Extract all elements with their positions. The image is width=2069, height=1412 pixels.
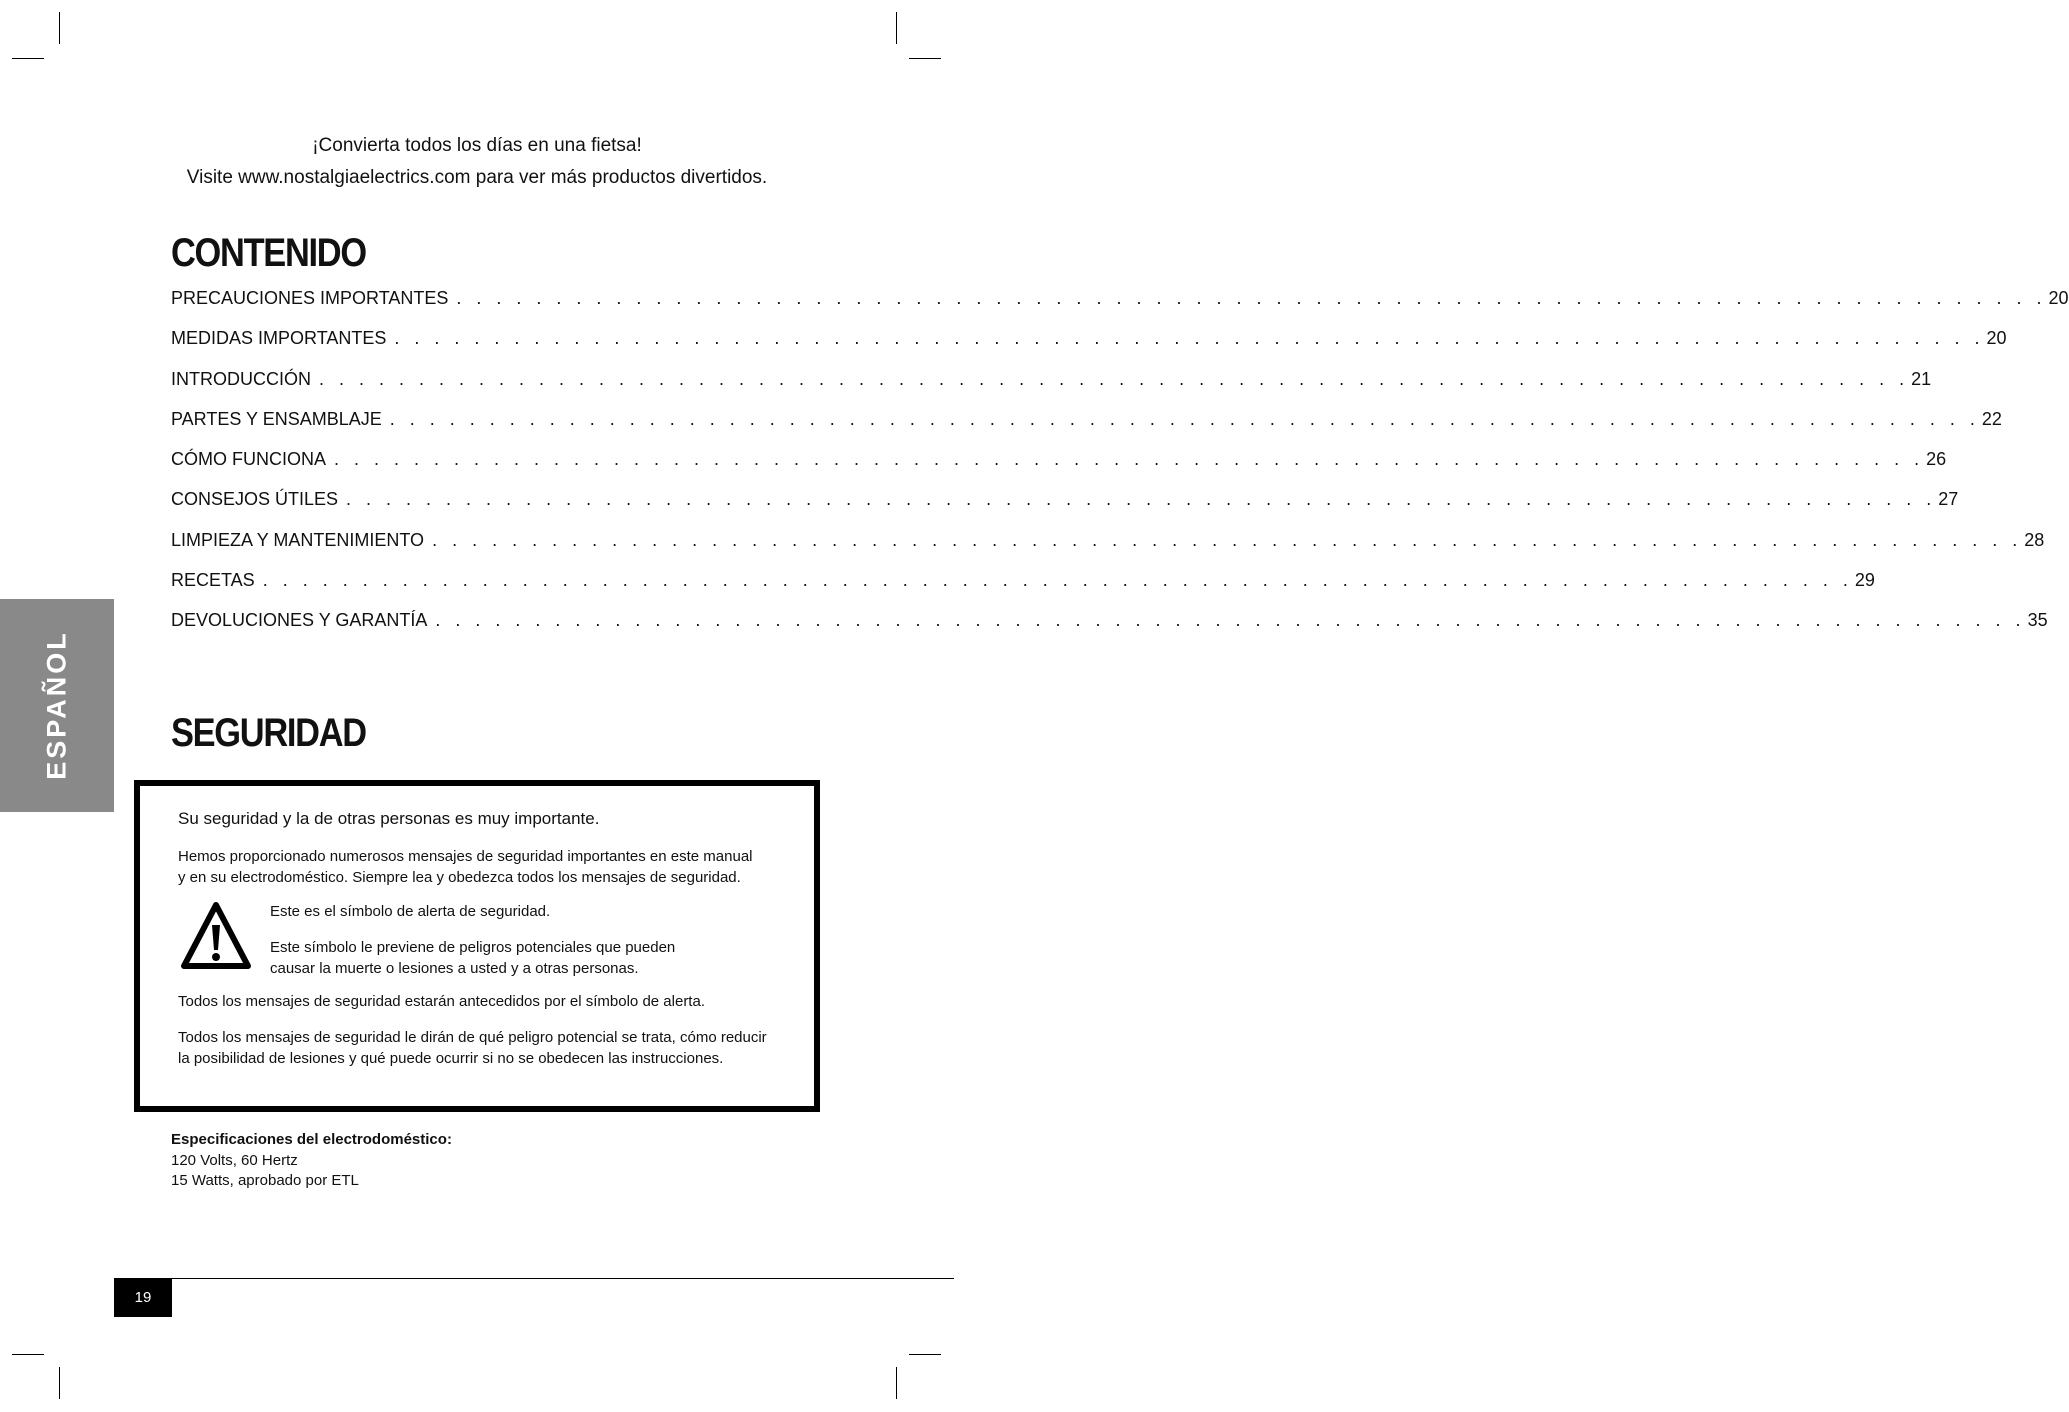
- crop-mark: [59, 1367, 60, 1399]
- preceded-line: Todos los mensajes de seguridad estarán antecedidos por el símbolo de alerta.: [178, 993, 705, 1010]
- toc-item: [171, 444, 1947, 484]
- toc-item-label: CÓMO FUNCIONA: [171, 449, 326, 470]
- safety-notice-box: [134, 780, 820, 1112]
- crop-mark: [909, 1354, 941, 1355]
- toc-item: [171, 565, 1875, 605]
- language-side-tab: [0, 599, 114, 812]
- toc-item-label: RECETAS: [171, 570, 255, 591]
- tagline-line-2: Visite www.nostalgiaelectrics.com para ver más productos divertidos.: [186, 167, 768, 188]
- page-number: 19: [114, 1278, 172, 1317]
- contents-title: CONTENIDO: [171, 231, 366, 275]
- appliance-specs: [171, 1130, 452, 1192]
- toc-item-label: MEDIDAS IMPORTANTES: [171, 328, 387, 349]
- tagline-line-1: ¡Convierta todos los días en una fietsa!: [312, 135, 642, 156]
- side-tab-label: ESPAÑOL: [41, 630, 72, 780]
- toc-item-label: CONSEJOS ÚTILES: [171, 489, 339, 510]
- tell-line: la posibilidad de lesiones y qué puede ocurrir si no se obedecen las instrucciones.: [178, 1050, 724, 1067]
- toc-item-page: 29: [1854, 570, 1875, 591]
- safety-lead: Su seguridad y la de otras personas es muy importante.: [178, 809, 600, 828]
- safety-title: SEGURIDAD: [171, 711, 366, 755]
- toc-item-label: LIMPIEZA Y MANTENIMIENTO: [171, 529, 425, 550]
- toc-item-page: 28: [2024, 529, 2045, 550]
- toc-item-page: 26: [1926, 449, 1947, 470]
- toc-leader-dots: . . . . . . . . . . . . . . . . . . . . . . . . . . . . . . . . . . . . . . . . . . . . . . . . . . . . . . . . . . . . . . . . . . . . . . . . . . . . . . . .: [346, 489, 1937, 510]
- symbol-line: Este es el símbolo de alerta de seguridad.: [270, 903, 551, 920]
- warning-line: causar la muerte o lesiones a usted y a otras personas.: [270, 960, 639, 977]
- toc-leader-dots: . . . . . . . . . . . . . . . . . . . . . . . . . . . . . . . . . . . . . . . . . . . . . . . . . . . . . . . . . . . . . . . . . . . . . . . . . . . . . . . .: [456, 288, 2047, 308]
- table-of-contents: [171, 283, 2069, 646]
- toc-item-label: PRECAUCIONES IMPORTANTES: [171, 288, 449, 308]
- toc-item-page: 20: [1986, 328, 2007, 349]
- footer-rule: [114, 1278, 954, 1279]
- toc-item-label: INTRODUCCIÓN: [171, 368, 311, 389]
- specs-line: 15 Watts, aprobado por ETL: [171, 1172, 359, 1189]
- safety-intro-line: Hemos proporcionado numerosos mensajes de seguridad importantes en este manual: [178, 848, 753, 865]
- toc-leader-dots: . . . . . . . . . . . . . . . . . . . . . . . . . . . . . . . . . . . . . . . . . . . . . . . . . . . . . . . . . . . . . . . . . . . . . . . . . . . . . . . .: [394, 328, 1985, 349]
- toc-leader-dots: . . . . . . . . . . . . . . . . . . . . . . . . . . . . . . . . . . . . . . . . . . . . . . . . . . . . . . . . . . . . . . . . . . . . . . . . . . . . . . . .: [334, 449, 1925, 470]
- crop-mark: [896, 12, 897, 44]
- crop-mark: [12, 1354, 44, 1355]
- toc-leader-dots: . . . . . . . . . . . . . . . . . . . . . . . . . . . . . . . . . . . . . . . . . . . . . . . . . . . . . . . . . . . . . . . . . . . . . . . . . . . . . . . .: [319, 368, 1910, 389]
- safety-warning-text: [270, 937, 675, 979]
- toc-leader-dots: . . . . . . . . . . . . . . . . . . . . . . . . . . . . . . . . . . . . . . . . . . . . . . . . . . . . . . . . . . . . . . . . . . . . . . . . . . . . . . . .: [389, 408, 1980, 429]
- toc-item-label: DEVOLUCIONES Y GARANTÍA: [171, 610, 428, 631]
- safety-intro-line: y en su electrodoméstico. Siempre lea y obedezca todos los mensajes de seguridad.: [178, 869, 741, 886]
- crop-mark: [909, 58, 941, 59]
- toc-item: [171, 323, 2007, 363]
- warning-line: Este símbolo le previene de peligros potenciales que pueden: [270, 939, 676, 956]
- toc-leader-dots: . . . . . . . . . . . . . . . . . . . . . . . . . . . . . . . . . . . . . . . . . . . . . . . . . . . . . . . . . . . . . . . . . . . . . . . . . . . . . . . .: [435, 610, 2026, 631]
- toc-item: [171, 525, 2045, 565]
- toc-item: [171, 484, 1959, 524]
- toc-item: [171, 404, 2002, 444]
- toc-item-page: 27: [1938, 489, 1959, 510]
- toc-item-page: 21: [1911, 368, 1932, 389]
- toc-item: [171, 364, 1932, 404]
- toc-leader-dots: . . . . . . . . . . . . . . . . . . . . . . . . . . . . . . . . . . . . . . . . . . . . . . . . . . . . . . . . . . . . . . . . . . . . . . . . . . . . . . . .: [432, 529, 2023, 550]
- header-tagline: [0, 130, 954, 194]
- specs-heading: Especificaciones del electrodoméstico:: [171, 1131, 452, 1148]
- toc-item-page: 35: [2027, 610, 2048, 631]
- crop-mark: [12, 58, 44, 59]
- toc-item-label: PARTES Y ENSAMBLAJE: [171, 408, 382, 429]
- warning-triangle-icon: [180, 900, 252, 972]
- safety-preceded: [178, 991, 705, 1012]
- tell-line: Todos los mensajes de seguridad le dirán de qué peligro potencial se trata, cómo reducir: [178, 1029, 767, 1046]
- safety-tell: [178, 1027, 767, 1069]
- crop-mark: [896, 1367, 897, 1399]
- toc-item-page: 20: [2048, 288, 2069, 308]
- safety-intro: [178, 846, 753, 888]
- toc-item-page: 22: [1981, 408, 2002, 429]
- toc-item: [171, 283, 2069, 323]
- toc-leader-dots: . . . . . . . . . . . . . . . . . . . . . . . . . . . . . . . . . . . . . . . . . . . . . . . . . . . . . . . . . . . . . . . . . . . . . . . . . . . . . . . .: [262, 570, 1853, 591]
- crop-mark: [59, 12, 60, 44]
- specs-line: 120 Volts, 60 Hertz: [171, 1151, 298, 1169]
- toc-item: [171, 605, 2048, 645]
- safety-symbol-text: [270, 901, 550, 922]
